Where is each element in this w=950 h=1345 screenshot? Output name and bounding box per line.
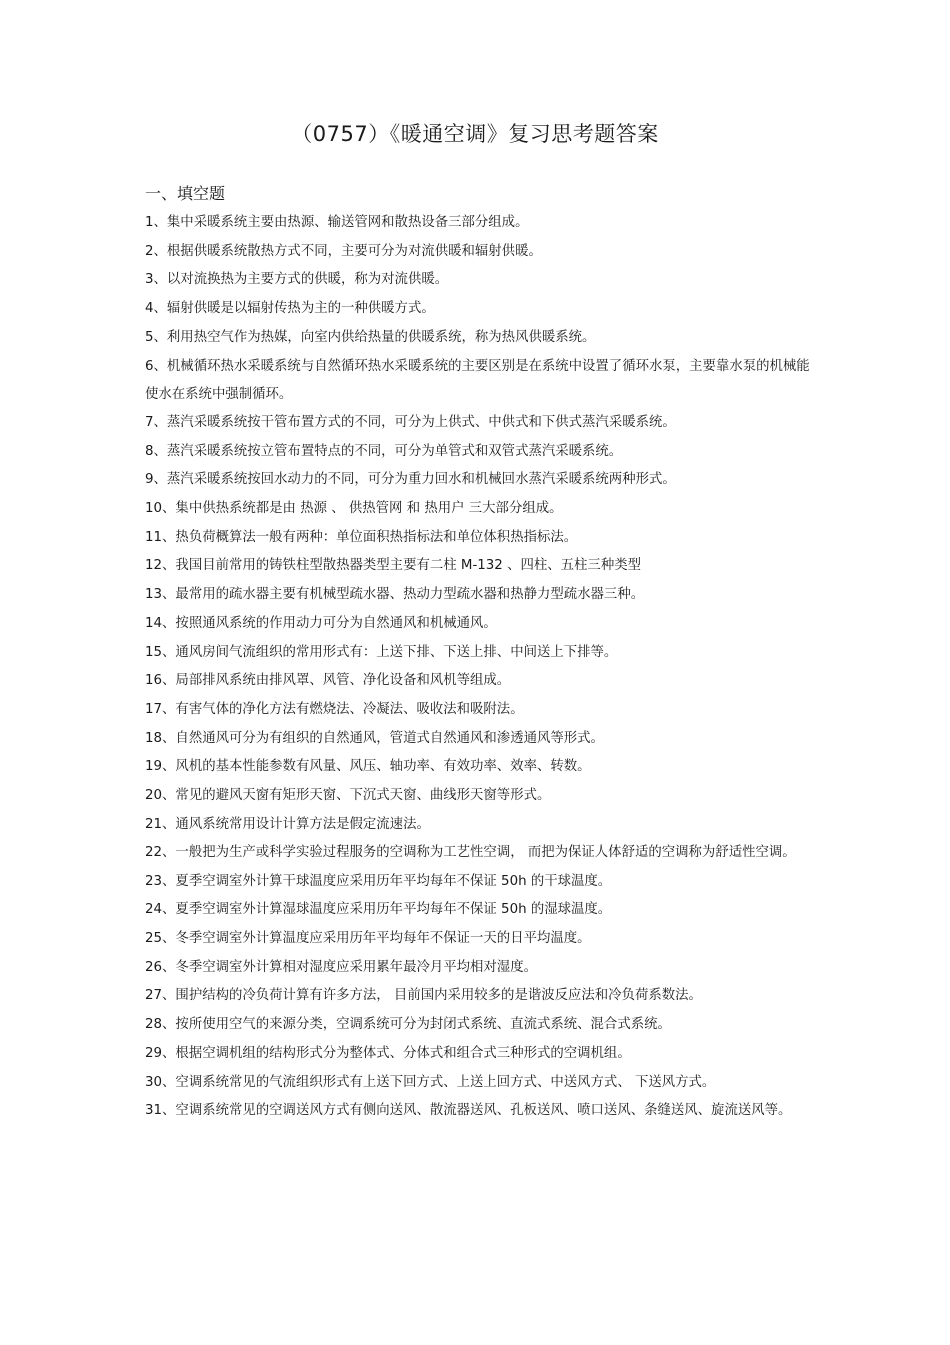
question-item-3: 3、以对流换热为主要方式的供暖，称为对流供暖。	[145, 272, 449, 288]
question-list	[145, 209, 810, 1125]
question-item-2: 2、根据供暖系统散热方式不同，主要可分为对流供暖和辐射供暖。	[145, 243, 542, 259]
question-item-19: 19、风机的基本性能参数有风量、风压、轴功率、有效功率、效率、转数。	[145, 759, 591, 775]
question-item-12: 12、我国目前常用的铸铁柱型散热器类型主要有二柱 M-132 、四柱、五柱三种类型	[145, 558, 641, 574]
question-item-24: 24、夏季空调室外计算湿球温度应采用历年平均每年不保证 50h 的湿球温度。	[145, 902, 612, 918]
question-item-25: 25、冬季空调室外计算温度应采用历年平均每年不保证一天的日平均温度。	[145, 931, 591, 947]
section-heading: 一、填空题	[145, 184, 226, 203]
question-item-28: 28、按所使用空气的来源分类，空调系统可分为封闭式系统、直流式系统、混合式系统。	[145, 1017, 671, 1033]
question-item-22: 22、一般把为生产或科学实验过程服务的空调称为工艺性空调， 而把为保证人体舒适的空调称为舒适性空调。	[145, 845, 796, 861]
question-item-18: 18、自然通风可分为有组织的自然通风，管道式自然通风和渗透通风等形式。	[145, 730, 604, 746]
question-item-13: 13、最常用的疏水器主要有机械型疏水器、热动力型疏水器和热静力型疏水器三种。	[145, 587, 645, 603]
question-item-26: 26、冬季空调室外计算相对湿度应采用累年最冷月平均相对湿度。	[145, 959, 537, 975]
question-item-7: 7、蒸汽采暖系统按干管布置方式的不同，可分为上供式、中供式和下供式蒸汽采暖系统。	[145, 414, 676, 430]
question-item-6: 6、机械循环热水采暖系统与自然循环热水采暖系统的主要区别是在系统中设置了循环水泵，主要靠水泵的机械能使水在系统中强制循环。	[145, 358, 810, 402]
question-item-9: 9、蒸汽采暖系统按回水动力的不同，可分为重力回水和机械回水蒸汽采暖系统两种形式。	[145, 472, 676, 488]
question-item-23: 23、夏季空调室外计算干球温度应采用历年平均每年不保证 50h 的干球温度。	[145, 873, 612, 889]
question-item-4: 4、辐射供暖是以辐射传热为主的一种供暖方式。	[145, 301, 435, 317]
question-item-5: 5、利用热空气作为热媒，向室内供给热量的供暖系统，称为热风供暖系统。	[145, 329, 596, 345]
question-item-17: 17、有害气体的净化方法有燃烧法、冷凝法、吸收法和吸附法。	[145, 701, 524, 717]
question-item-15: 15、通风房间气流组织的常用形式有：上送下排、下送上排、中间送上下排等。	[145, 644, 618, 660]
question-item-8: 8、蒸汽采暖系统按立管布置特点的不同，可分为单管式和双管式蒸汽采暖系统。	[145, 443, 623, 459]
question-item-20: 20、常见的避风天窗有矩形天窗、下沉式天窗、曲线形天窗等形式。	[145, 788, 551, 804]
question-item-10: 10、集中供热系统都是由 热源 、 供热管网 和 热用户 三大部分组成。	[145, 501, 563, 517]
question-item-29: 29、根据空调机组的结构形式分为整体式、分体式和组合式三种形式的空调机组。	[145, 1045, 631, 1061]
question-item-21: 21、通风系统常用设计计算方法是假定流速法。	[145, 816, 430, 832]
question-item-16: 16、局部排风系统由排风罩、风管、净化设备和风机等组成。	[145, 673, 511, 689]
question-item-30: 30、空调系统常见的气流组织形式有上送下回方式、上送上回方式、中送风方式、 下送风方式。	[145, 1074, 716, 1090]
question-item-31: 31、空调系统常见的空调送风方式有侧向送风、散流器送风、孔板送风、喷口送风、条缝送风、旋流送风等。	[145, 1102, 792, 1118]
question-item-1: 1、集中采暖系统主要由热源、输送管网和散热设备三部分组成。	[145, 215, 529, 230]
question-item-14: 14、按照通风系统的作用动力可分为自然通风和机械通风。	[145, 615, 497, 631]
document-title: （0757）《暖通空调》复习思考题答案	[291, 122, 659, 146]
question-item-11: 11、热负荷概算法一般有两种：单位面积热指标法和单位体积热指标法。	[145, 529, 578, 545]
question-item-27: 27、围护结构的冷负荷计算有许多方法， 目前国内采用较多的是谐波反应法和冷负荷系数法。	[145, 988, 702, 1004]
